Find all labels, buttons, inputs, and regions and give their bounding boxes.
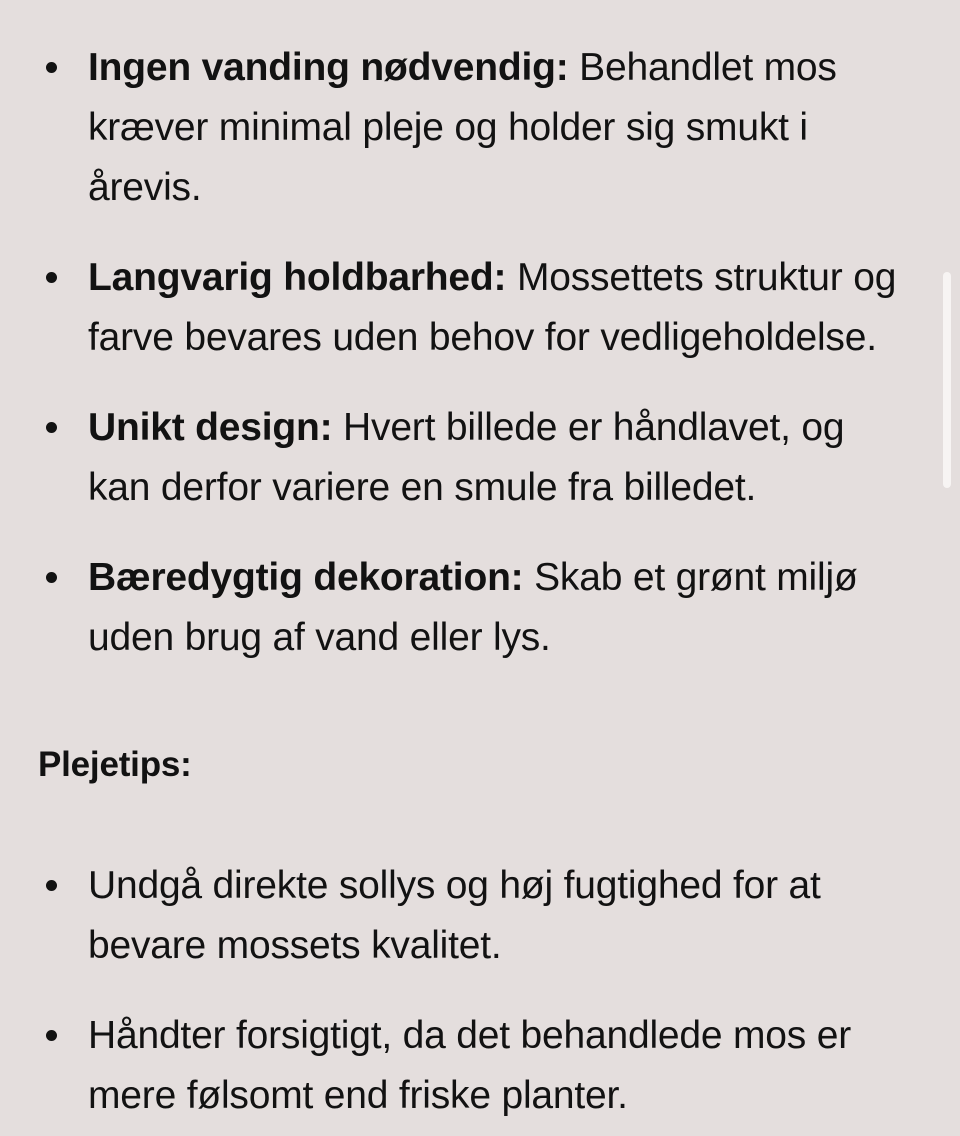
benefits-list — [0, 38, 960, 668]
list-item — [0, 38, 960, 218]
list-item-body: Håndter forsigtigt, da det behandlede mos er mere følsomt end friske planter. — [88, 1014, 852, 1117]
bullet-icon — [46, 880, 57, 891]
list-item-lead: Unikt design: — [88, 406, 333, 449]
list-item — [0, 398, 960, 518]
scrollbar-thumb[interactable] — [943, 272, 951, 488]
bullet-icon — [46, 1030, 57, 1041]
list-item — [0, 856, 960, 976]
list-item — [0, 248, 960, 368]
bullet-icon — [46, 572, 57, 583]
spacer — [0, 668, 960, 740]
section-heading-care-tips: Plejetips: — [38, 745, 192, 784]
list-item-body: Skab et grønt miljø uden brug af vand eller lys. — [88, 556, 858, 659]
scrollbar-track[interactable] — [941, 0, 951, 1136]
spacer — [0, 790, 960, 856]
list-item-lead: Ingen vanding nødvendig: — [88, 46, 569, 89]
bullet-icon — [46, 62, 57, 73]
list-item — [0, 548, 960, 668]
bullet-icon — [46, 422, 57, 433]
list-item-body: Undgå direkte sollys og høj fugtighed for at bevare mossets kvalitet. — [88, 864, 821, 967]
care-tips-list — [0, 856, 960, 1126]
list-item-body: Behandlet mos kræver minimal pleje og holder sig smukt i årevis. — [88, 46, 837, 209]
list-item-lead: Langvarig holdbarhed: — [88, 256, 507, 299]
bullet-icon — [46, 272, 57, 283]
list-item-body: Mossettets struktur og farve bevares uden behov for vedligeholdelse. — [88, 256, 897, 359]
list-item-body: Hvert billede er håndlavet, og kan derfor variere en smule fra billedet. — [88, 406, 845, 509]
list-item-lead: Bæredygtig dekoration: — [88, 556, 524, 599]
list-item — [0, 1006, 960, 1126]
